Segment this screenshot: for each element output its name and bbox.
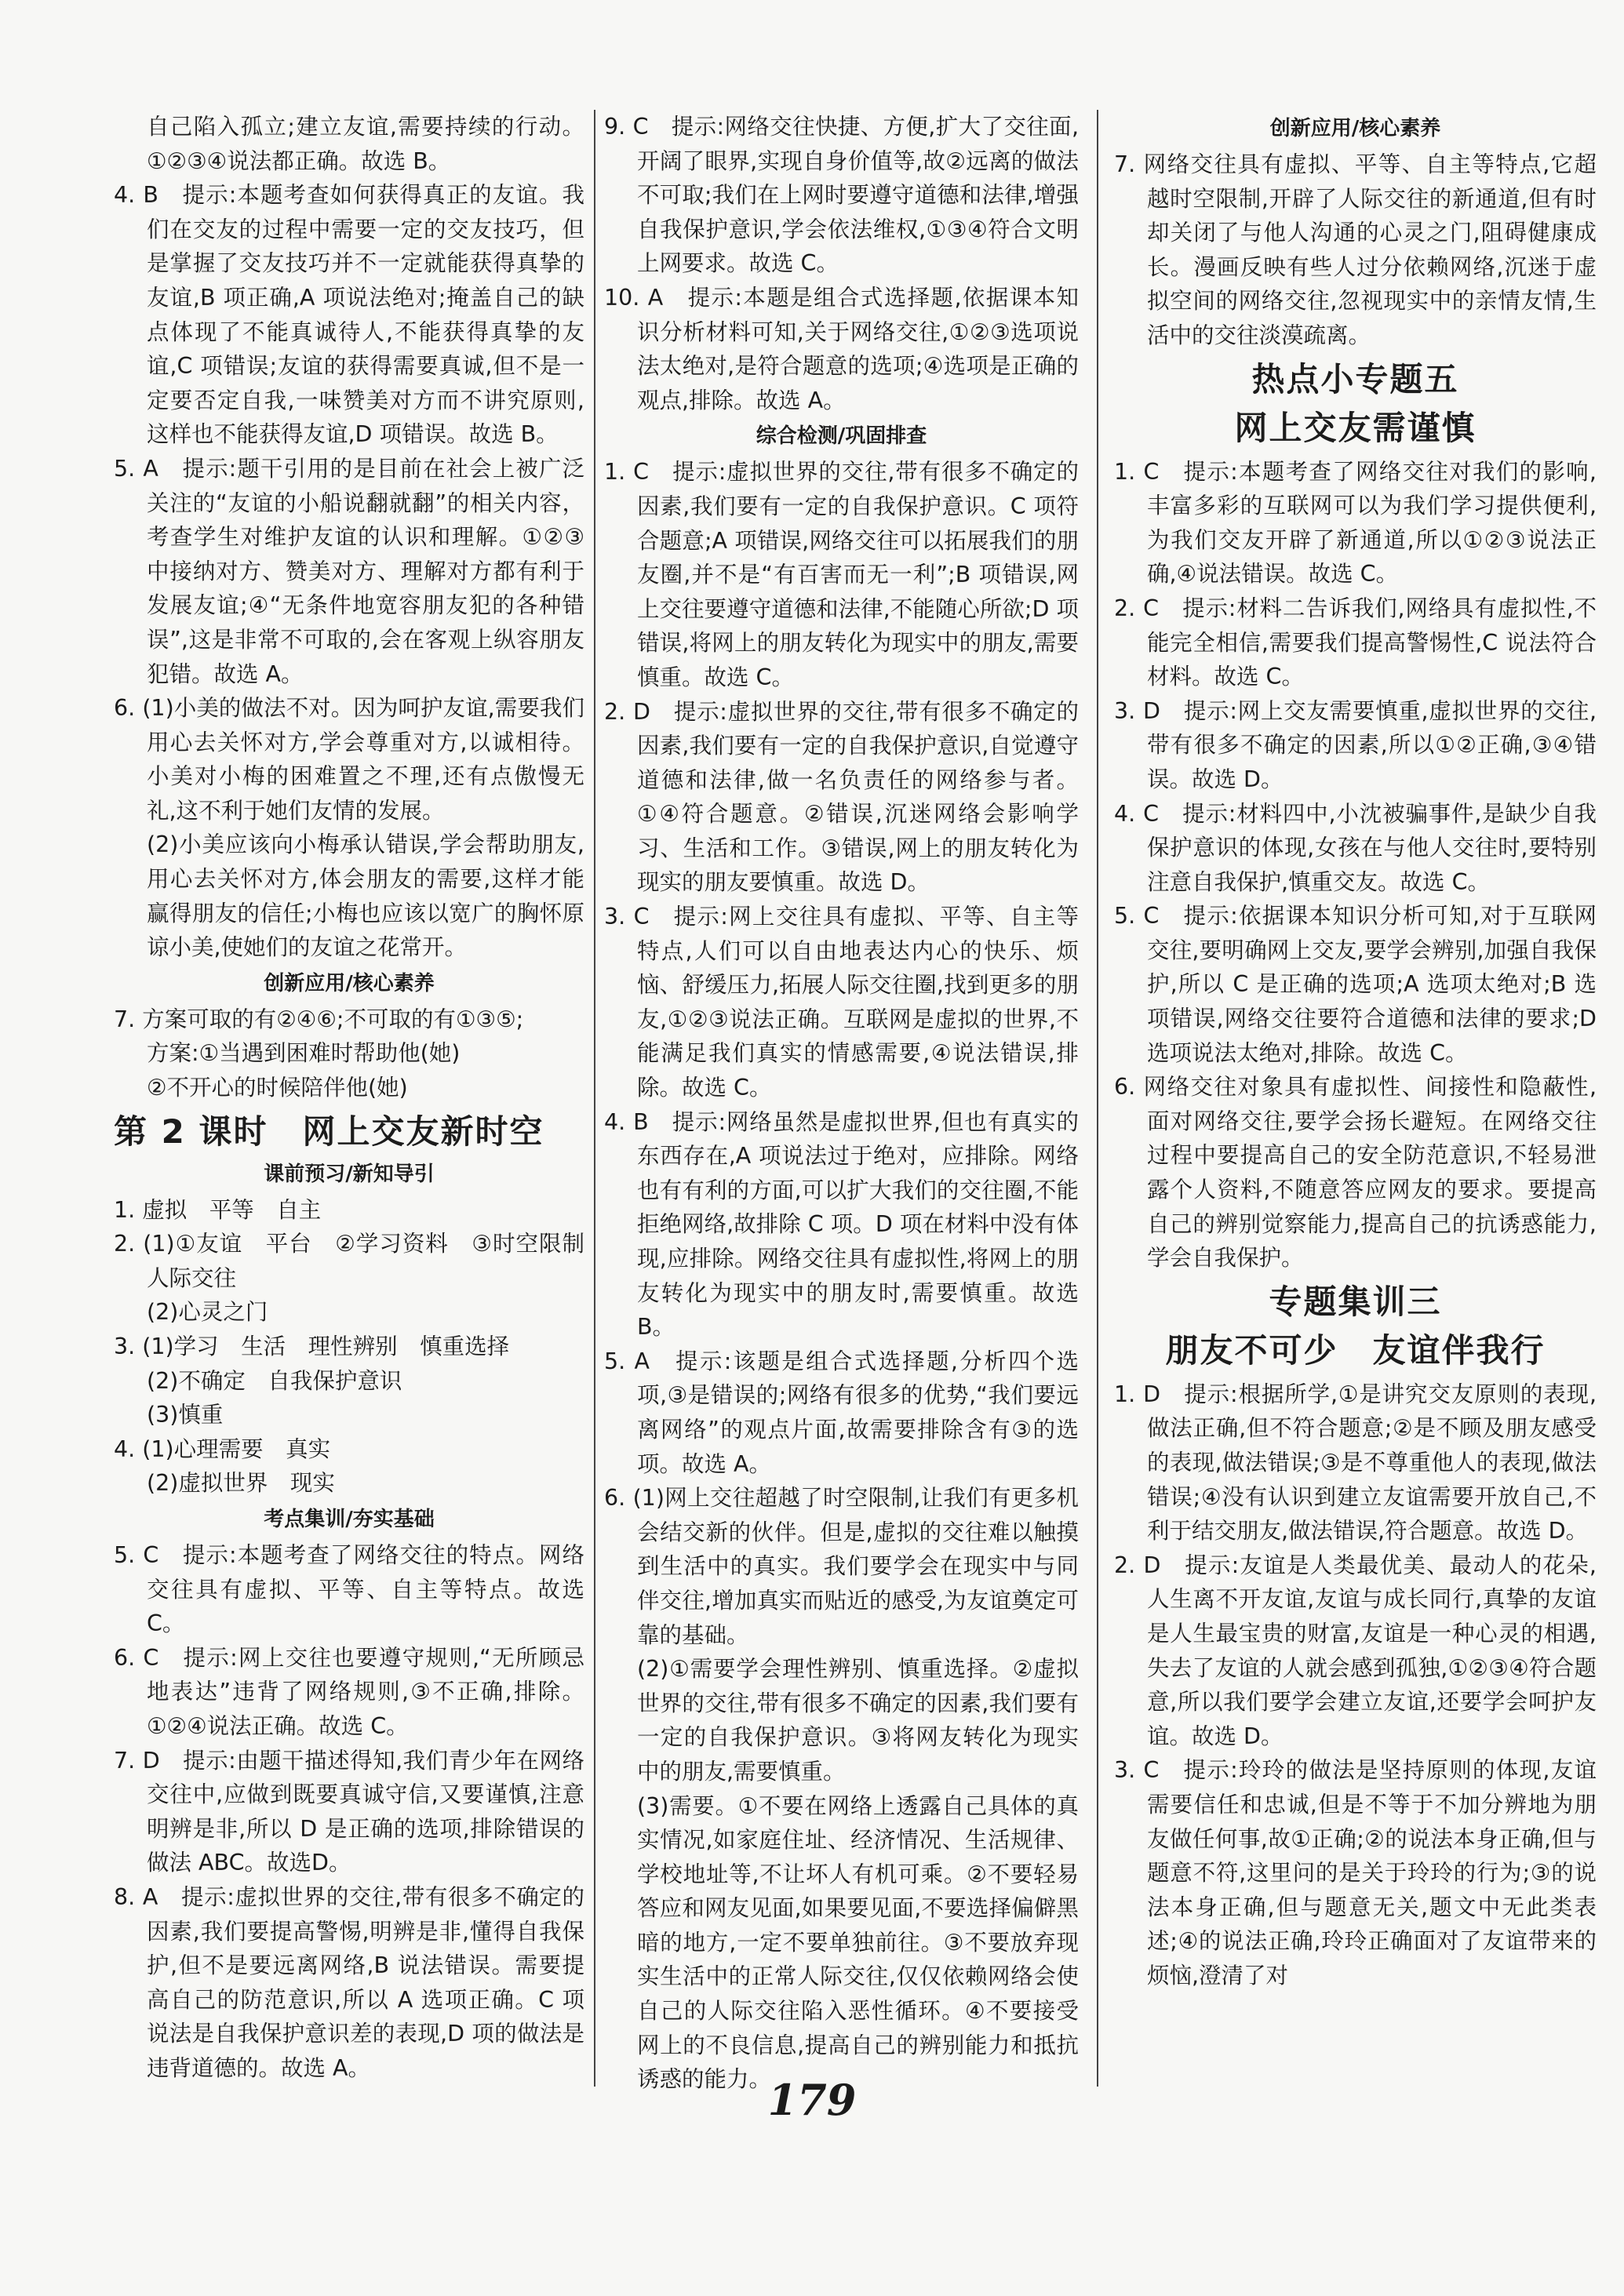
answer-continuation: (2)①需要学会理性辨别、慎重选择。②虚拟世界的交往,带有很多不确定的因素,我们要有一定的自我保护意识。③将网友转化为现实中的朋友,需要慎重。 xyxy=(637,1656,1079,1785)
section-heading: 创新应用/核心素养 xyxy=(264,971,435,995)
answer-item: 5. C 提示:本题考查了网络交往的特点。网络交往具有虚拟、平等、自主等特点。故选 C。 xyxy=(114,1541,584,1637)
answer-continuation: (2)不确定 自我保护意识 xyxy=(147,1367,402,1394)
answer-item: 5. A 提示:题干引用的是目前在社会上被广泛关注的“友谊的小船说翻就翻”的相关内容，考查学生对维护友谊的认识和理解。①②③中接纳对方、赞美对方、理解对方都有利于发展友谊;④“无条件地宽容朋友犯的各种错误”,这是非常不可取的,会在客观上纵容朋友犯错。故选 A。 xyxy=(114,455,584,687)
page-number: 179 xyxy=(767,2075,857,2125)
answer-item: 4. C 提示:材料四中,小沈被骗事件,是缺少自我保护意识的体现,女孩在与他人交往时,要特别注意自我保护,慎重交友。故选 C。 xyxy=(1114,800,1597,895)
answer-item: 1. C 提示:虚拟世界的交往,带有很多不确定的因素,我们要有一定的自我保护意识。C 项符合题意;A 项错误,网络交往可以拓展我们的朋友圈,并不是“有百害而无一利”;B 项错误,网上交往要遵守道德和法律,不能随心所欲;D 项错误,将网上的朋友转化为现实中的朋友,需要慎重。故选 C。 xyxy=(604,459,1079,690)
topic-title: 网上交友需谨慎 xyxy=(1234,408,1477,447)
answer-item: 3. (1)学习 生活 理性辨别 慎重选择 xyxy=(114,1334,510,1359)
answer-item: 5. C 提示:依据课本知识分析可知,对于互联网交往,要明确网上交友,要学会辨别,加强自我保护,所以 C 是正确的选项;A 选项太绝对;B 选项错误,网络交往要符合道德和法律的要求;D 选项说法太绝对,排除。故选 C。 xyxy=(1114,903,1597,1066)
answer-continuation: (2)心灵之门 xyxy=(147,1299,268,1326)
answer-item: 3. D 提示:网上交友需要慎重,虚拟世界的交往,带有很多不确定的因素,所以①②正确,③④错误。故选 D。 xyxy=(1114,697,1597,792)
answer-item: 6. (1)网上交往超越了时空限制,让我们有更多机会结交新的伙伴。但是,虚拟的交往难以触摸到生活中的真实。我们要学会在现实中与同伴交往,增加真实而贴近的感受,为友谊奠定可靠的基础。 xyxy=(604,1485,1079,1648)
answer-item: 6. (1)小美的做法不对。因为呵护友谊,需要我们用心去关怀对方,学会尊重对方,以诚相待。小美对小梅的困难置之不理,还有点傲慢无礼,这不利于她们友情的发展。 xyxy=(114,695,584,824)
section-heading: 综合检测/巩固排查 xyxy=(756,424,927,449)
answer-continuation: (3)慎重 xyxy=(147,1402,224,1428)
column-divider xyxy=(594,110,595,2087)
answer-item: 1. C 提示:本题考查了网络交往对我们的影响,丰富多彩的互联网可以为我们学习提供便利,为我们交友开辟了新通道,所以①②③说法正确,④说法错误。故选 C。 xyxy=(1114,458,1597,588)
answer-item: 3. C 提示:网上交往具有虚拟、平等、自主等特点,人们可以自由地表达内心的快乐、烦恼、舒缓压力,拓展人际交往圈,找到更多的朋友,①②③说法正确。互联网是虚拟的世界,不能满足我们真实的情感需要,④说法错误,排除。故选 C。 xyxy=(604,904,1079,1101)
answer-continuation: ②不开心的时候陪伴他(她) xyxy=(147,1075,408,1101)
answer-item: 10. A 提示:本题是组合式选择题,依据课本知识分析材料可知,关于网络交往,①②③选项说法太绝对,是符合题意的选项;④选项是正确的观点,排除。故选 A。 xyxy=(604,284,1079,413)
answer-item: 7. 网络交往具有虚拟、平等、自主等特点,它超越时空限制,开辟了人际交往的新通道,但有时却关闭了与他人沟通的心灵之门,阻碍健康成长。漫画反映有些人过分依赖网络,沉迷于虚拟空间的网络交往,忽视现实中的亲情友情,生活中的交往淡漠疏离。 xyxy=(1114,151,1597,348)
answer-item: 1. D 提示:根据所学,①是讲究交友原则的表现,做法正确,但不符合题意;②是不顾及朋友感受的表现,做法错误;③是不尊重他人的表现,做法错误;④没有认识到建立友谊需要开放自己,不利于结交朋友,做法错误,符合题意。故选 D。 xyxy=(1114,1381,1597,1545)
answer-item: 2. D 提示:友谊是人类最优美、最动人的花朵,人生离不开友谊,友谊与成长同行,真挚的友谊是人生最宝贵的财富,友谊是一种心灵的相遇,失去了友谊的人就会感到孤独,①②③④符合题意,所以我们要学会建立友谊,还要学会呵护友谊。故选 D。 xyxy=(1114,1552,1597,1749)
answer-item: 9. C 提示:网络交往快捷、方便,扩大了交往面,开阔了眼界,实现自身价值等,故②远离的做法不可取;我们在上网时要遵守道德和法律,增强自我保护意识,学会依法维权,①③④符合文明上网要求。故选 C。 xyxy=(604,114,1079,277)
section-heading: 课前预习/新知导引 xyxy=(264,1162,435,1186)
lesson-title: 第 2 课时 网上交友新时空 xyxy=(114,1112,544,1151)
topic-title: 专题集训三 xyxy=(1269,1282,1442,1321)
answer-item: 2. D 提示:虚拟世界的交往,带有很多不确定的因素,我们要有一定的自我保护意识,自觉遵守道德和法律,做一名负责任的网络参与者。①④符合题意。②错误,沉迷网络会影响学习、生活和工作。③错误,网上的朋友转化为现实的朋友要慎重。故选 D。 xyxy=(604,698,1079,896)
answer-item: 7. 方案可取的有②④⑥;不可取的有①③⑤; xyxy=(114,1006,524,1032)
answer-item: 6. C 提示:网上交往也要遵守规则,“无所顾忌地表达”违背了网络规则,③不正确,排除。①②④说法正确。故选 C。 xyxy=(114,1644,584,1739)
answer-item: 4. B 提示:本题考查如何获得真正的友谊。我们在交友的过程中需要一定的交友技巧，但是掌握了交友技巧并不一定就能获得真挚的友谊,B 项正确,A 项说法绝对;掩盖自己的缺点体现了不能真诚待人,不能获得真挚的友谊,C 项错误;友谊的获得需要真诚,但不是一定要否定自我,一味赞美对方而不讲究原则,这样也不能获得友谊,D 项错误。故选 B。 xyxy=(114,182,584,448)
column-right xyxy=(1114,110,1597,2071)
answer-item: 2. C 提示:材料二告诉我们,网络具有虚拟性,不能完全相信,需要我们提高警惕性,C 说法符合材料。故选 C。 xyxy=(1114,595,1597,690)
topic-title: 朋友不可少 友谊伴我行 xyxy=(1165,1330,1546,1370)
answer-continuation: (3)需要。①不要在网络上透露自己具体的真实情况,如家庭住址、经济情况、生活规律、学校地址等,不让坏人有机可乘。②不要轻易答应和网友见面,如果要见面,不要选择偏僻黑暗的地方,一定不要单独前往。③不要放弃现实生活中的正常人际交往,仅仅依赖网络会使自己的人际交往陷入恶性循环。④不要接受网上的不良信息,提高自己的辨别能力和抵抗诱惑的能力。 xyxy=(637,1792,1079,2093)
answer-continuation: (2)虚拟世界 现实 xyxy=(147,1470,335,1497)
answer-item: 5. A 提示:该题是组合式选择题,分析四个选项,③是错误的;网络有很多的优势,“我们要远离网络”的观点片面,故需要排除含有③的选项。故选 A。 xyxy=(604,1348,1079,1477)
answer-item: 1. 虚拟 平等 自主 xyxy=(114,1196,322,1223)
answer-continuation: 自己陷入孤立;建立友谊,需要持续的行动。①②③④说法都正确。故选 B。 xyxy=(147,114,584,174)
section-heading: 考点集训/夯实基础 xyxy=(264,1507,435,1531)
section-heading: 创新应用/核心素养 xyxy=(1269,117,1441,140)
answer-item: 3. C 提示:玲玲的做法是坚持原则的体现,友谊需要信任和忠诚,但是不等于不加分辨地为朋友做任何事,故①正确;②的说法本身正确,但与题意不符,这里问的是关于玲玲的行为;③的说法本身正确,但与题意无关,题文中无此类表述;④的说法正确,玲玲正确面对了友谊带来的烦恼,澄清了对 xyxy=(1114,1757,1597,1989)
answer-item: 8. A 提示:虚拟世界的交往,带有很多不确定的因素,我们要提高警惕,明辨是非,懂得自我保护,但不是要远离网络,B 说法错误。需要提高自己的防范意识,所以 A 选项正确。C 项说法是自我保护意识差的表现,D 项的做法是违背道德的。故选 A。 xyxy=(114,1883,584,2081)
column-middle xyxy=(604,110,1079,2093)
column-left xyxy=(114,110,607,2081)
answer-item: 2. (1)①友谊 平台 ②学习资料 ③时空限制 人际交往 xyxy=(114,1231,607,1291)
answer-item: 6. 网络交往对象具有虚拟性、间接性和隐蔽性,面对网络交往,要学会扬长避短。在网络交往过程中要提高自己的安全防范意识,不轻易泄露个人资料,不随意答应网友的要求。要提高自己的辨别觉察能力,提高自己的抗诱惑能力,学会自我保护。 xyxy=(1114,1074,1597,1272)
answer-item: 4. B 提示:网络虽然是虚拟世界,但也有真实的东西存在,A 项说法过于绝对，应排除。网络也有有利的方面,可以扩大我们的交往圈,不能拒绝网络,故排除 C 项。D 项在材料中没有体现,应排除。网络交往具有虚拟性,将网上的朋友转化为现实中的朋友时,需要慎重。故选 B。 xyxy=(604,1108,1079,1341)
topic-title: 热点小专题五 xyxy=(1251,359,1459,398)
answer-continuation: 方案:①当遇到困难时帮助他(她) xyxy=(147,1040,461,1067)
answer-item: 4. (1)心理需要 真实 xyxy=(114,1435,331,1462)
answer-continuation: (2)小美应该向小梅承认错误,学会帮助朋友,用心去关怀对方,体会朋友的需要,这样才能赢得朋友的信任;小梅也应该以宽广的胸怀原谅小美,使她们的友谊之花常开。 xyxy=(147,831,584,961)
answer-item: 7. D 提示:由题干描述得知,我们青少年在网络交往中,应做到既要真诚守信,又要谨慎,注意明辨是非,所以 D 是正确的选项,排除错误的做法 ABC。故选D。 xyxy=(114,1747,584,1876)
column-divider xyxy=(1097,110,1098,2087)
